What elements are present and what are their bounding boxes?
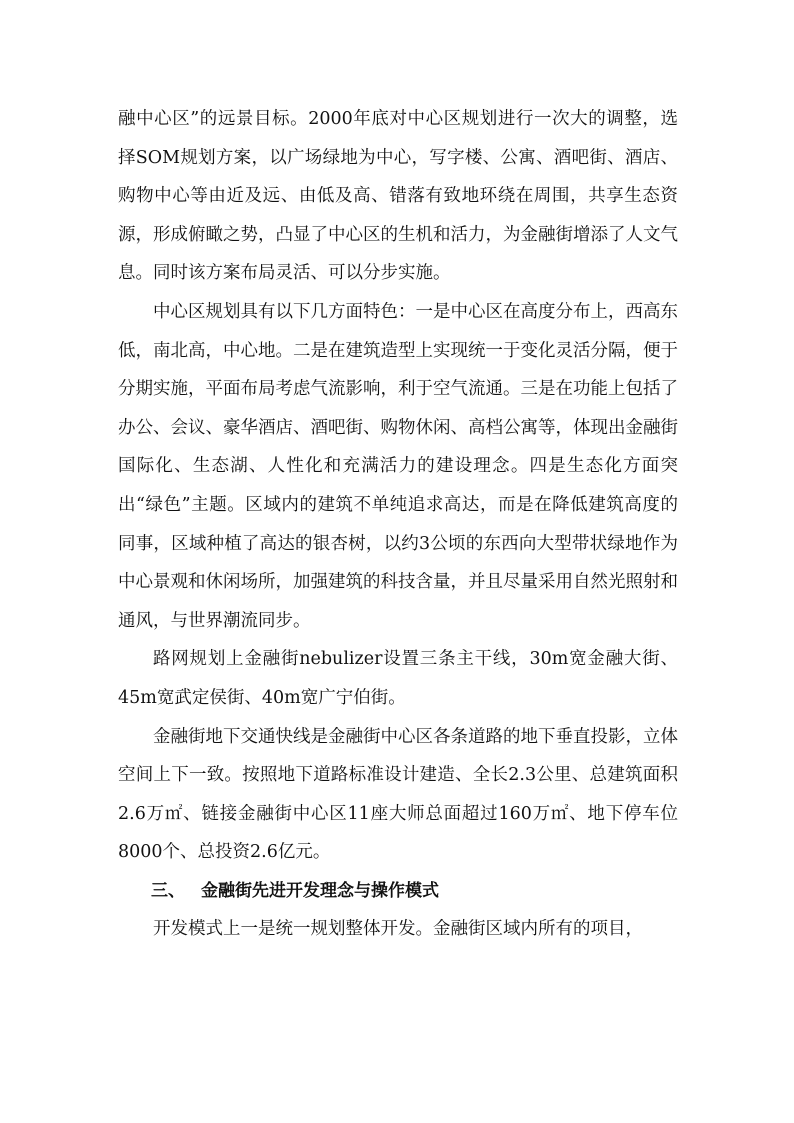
section-title: 金融街先进开发理念与操作模式 — [201, 880, 439, 901]
paragraph-2: 中心区规划具有以下几方面特色：一是中心区在高度分布上，西高东低，南北高，中心地。二是在建筑造型上实现统一于变化灵活分隔，便于分期实施，平面布局考虑气流影响，利于空气流通。三是在功能上包括了办公、会议、豪华酒店、酒吧街、购物休闲、高档公寓等，体现出金融街国际化、生态湖、人性化和充满活力的建设理念。四是生态化方面突出“绿色”主题。区域内的建筑不单纯追求高达，而是在降低建筑高度的同事，区域种植了高达的银杏树，以约3公顷的东西向大型带状绿地作为中心景观和休闲场所，加强建筑的科技含量，并且尽量采用自然光照射和通风，与世界潮流同步。 — [118, 301, 678, 631]
section-number: 三、 — [151, 880, 185, 901]
document-body — [118, 100, 678, 949]
section-heading — [118, 872, 678, 911]
paragraph-3: 路网规划上金融街nebulizer设置三条主干线，30m宽金融大街、45m宽武定侯街、40m宽广宁伯街。 — [118, 649, 678, 708]
paragraph-5: 开发模式上一是统一规划整体开发。金融街区域内所有的项目， — [153, 919, 643, 940]
paragraph-4: 金融街地下交通快线是金融街中心区各条道路的地下垂直投影，立体空间上下一致。按照地下道路标准设计建造、全长2.3公里、总建筑面积2.6万㎡、链接金融街中心区11座大师总面超过160万㎡、地下停车位8000个、总投资2.6亿元。 — [118, 726, 678, 863]
paragraph-1: 融中心区”的远景目标。2000年底对中心区规划进行一次大的调整，选择SOM规划方案，以广场绿地为中心，写字楼、公寓、酒吧街、酒店、购物中心等由近及远、由低及高、错落有致地环绕在周围，共享生态资源，形成俯瞰之势，凸显了中心区的生机和活力，为金融街增添了人文气息。同时该方案布局灵活、可以分步实施。 — [118, 109, 678, 284]
